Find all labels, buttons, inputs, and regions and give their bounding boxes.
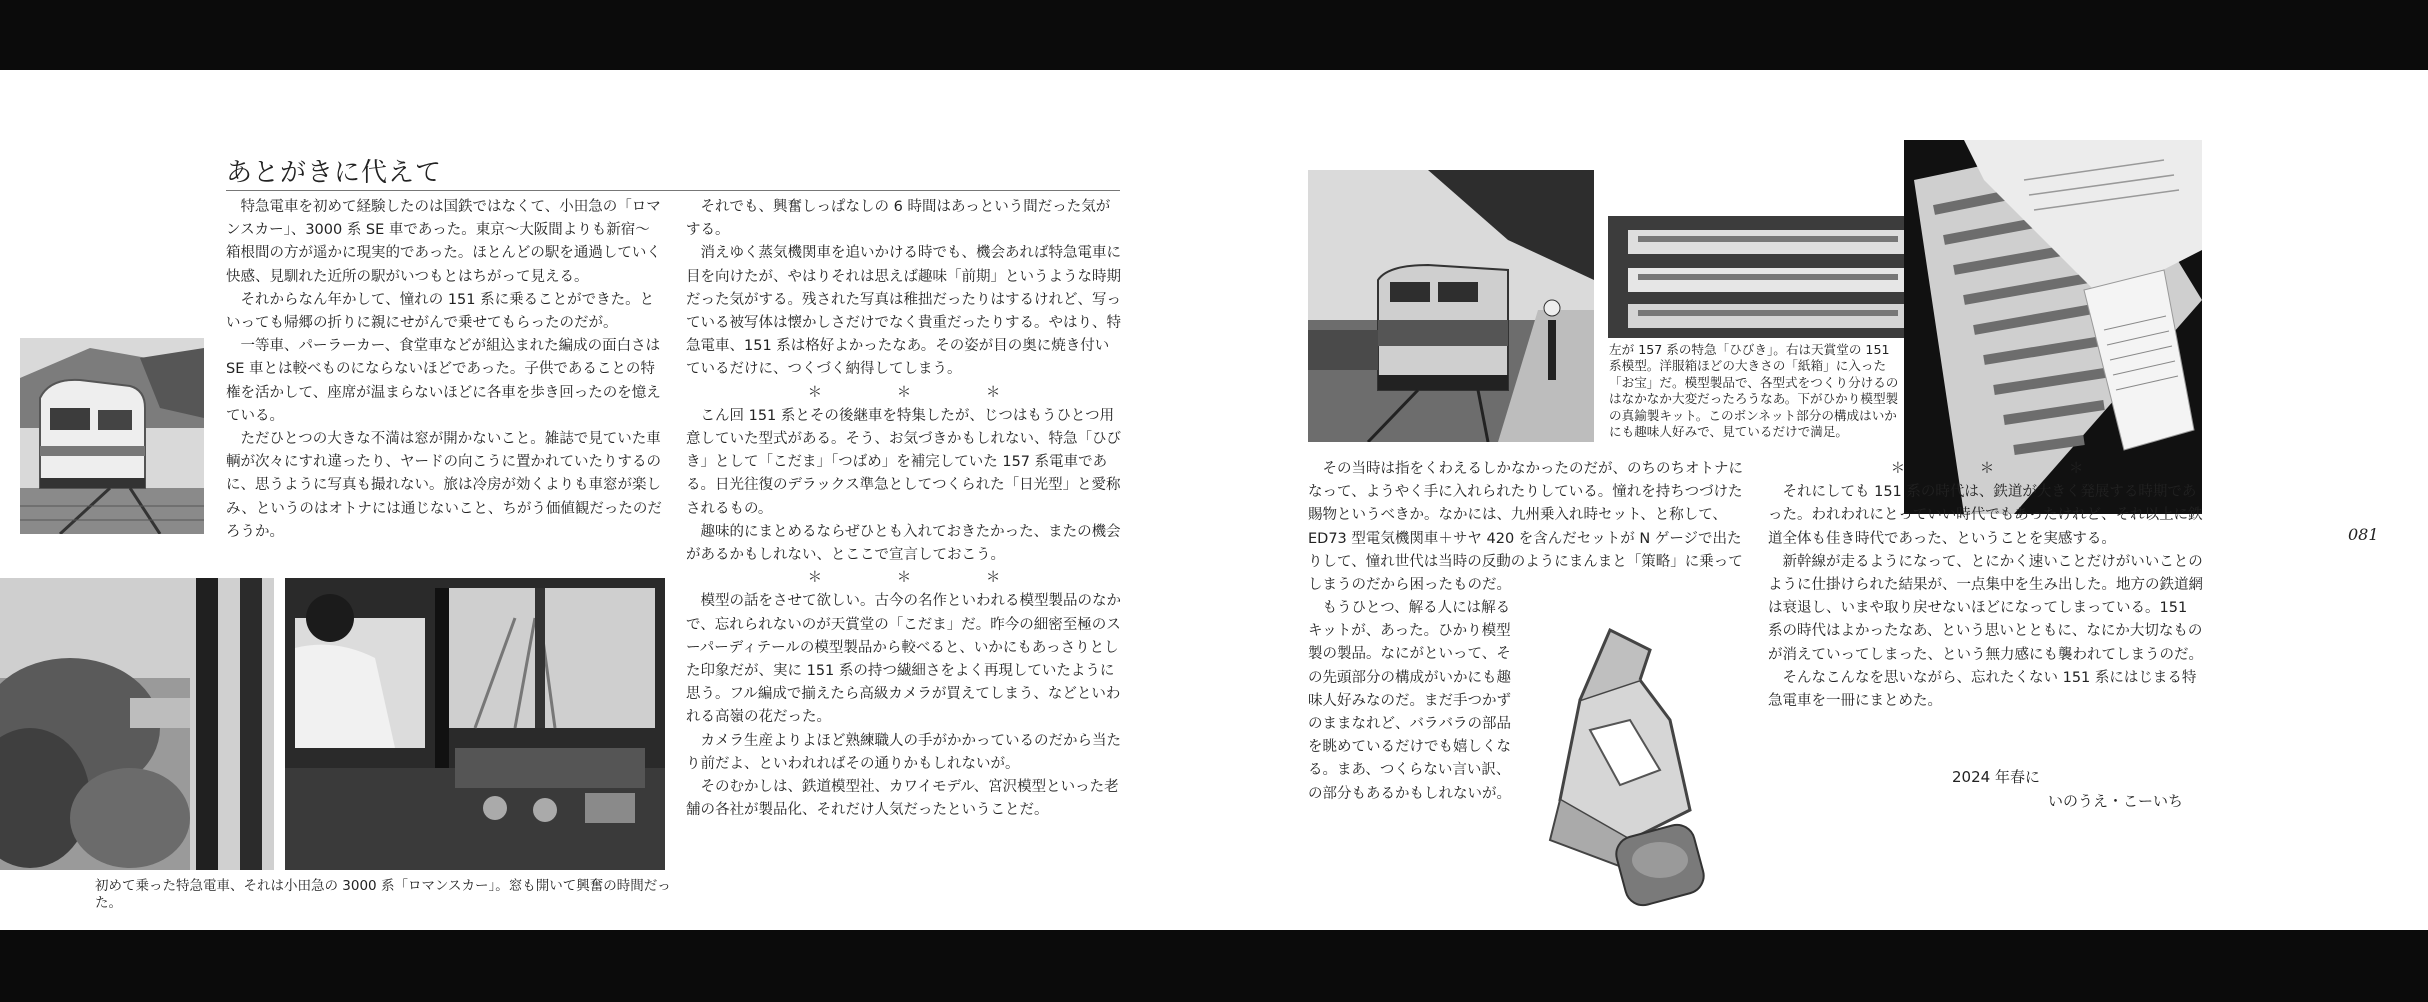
paragraph: その当時は指をくわえるしかなかったのだが、のちのちオトナになって、ようやく手に入れられたりしている。憧れを持ちつづけた賜物というべきか。なかには、九州乗入れ時セット、と称して、ED73 型電気機関車＋サヤ 420 を含んだセットが N ゲージで出たりして、憧れ世代は当時の反動のようにまんまと「策略」に乗ってしまうのだから困ったものだ。 [1308, 461, 1743, 594]
text-column-2 [686, 196, 1122, 822]
left-bottom-caption: 初めて乗った特急電車、それは小田急の 3000 系「ロマンスカー」。窓も開いて興奮の時間だった。 [95, 878, 671, 911]
paragraph: 趣味的にまとめるならぜひとも入れておきたかった、またの機会があるかもしれない、とここで宣言しておこう。 [686, 523, 1121, 564]
paragraph: 模型の話をさせて欲しい。古今の名作といわれる模型製品のなかで、忘れられないのが天賞堂の「こだま」だ。昨今の細密至極のスーパーディテールの模型製品から較べると、いかにもあっさりとした印象だが、実に 151 系の持つ繊細さをよく再現していたように思う。フル編成で揃えたら高級カメラが買えてしまう、などといわれる高嶺の花だった。 [686, 593, 1121, 726]
paragraph: 特急電車を初めて経験したのは国鉄ではなくて、小田急の「ロマンスカー」、3000 系 SE 車であった。東京〜大阪間よりも新宿〜箱根間の方が遥かに現実的であった。ほとんどの駅を通過していく快感、見馴れた近所の駅がいつもとはちがって見える。 [226, 199, 661, 285]
photo-romancecar-station [20, 338, 204, 534]
paragraph: カメラ生産よりよほど熟練職人の手がかかっているのだから当たり前だよ、といわれればその通りかもしれないが。 [686, 732, 1121, 772]
book-spread [0, 70, 2428, 930]
paragraph: それにしても 151 系の時代は、鉄道が大きく発展する時期であった。われわれにとっていい時代でもあったけれど、それ以上に鉄道全体も佳き時代であった、ということを実感する。 [1768, 484, 2203, 547]
paragraph: 一等車、パーラーカー、食堂車などが組込まれた編成の面白さは SE 車とは較べものにならないほどであった。子供であることの特権を活かして、座席が温まらないほどに各車を歩き回ったのを憶えている。 [226, 338, 661, 424]
paragraph: それでも、興奮しっぱなしの 6 時間はあっという間だった気がする。 [686, 199, 1111, 239]
paragraph: そんなこんなを思いながら、忘れたくない 151 系にはじまる特急電車を一冊にまとめた。 [1768, 669, 2197, 710]
photo-hibiki-train [1308, 170, 1594, 442]
bottom-black-band [0, 930, 2428, 1002]
photo-window-view [0, 578, 274, 870]
paragraph: ただひとつの大きな不満は窓が開かないこと。雑誌で見ていた車輌が次々にすれ違ったり、ヤードの向こうに置かれていたりするのに、思うように写真も撮れない。旅は冷房が効くよりも車窓が楽しみ、というのはオトナには通じないこと、ちがう価値観だったのだろうか。 [226, 431, 662, 540]
right-photo-caption: 左が 157 系の特急「ひびき」。右は天賞堂の 151 系模型。洋服箱ほどの大きさの「紙箱」に入った「お宝」だ。模型製品で、各型式をつくり分けるのはなかなか大変だったろうなあ。下がひかり模型製の真鍮製キット。このボンネット部分の構成はいかにも趣味人好みで、見ているだけで満足。 [1609, 342, 1899, 440]
title-rule [226, 190, 1120, 191]
signature-author: いのうえ・こーいち [2048, 792, 2184, 810]
paragraph: 消えゆく蒸気機関車を追いかける時でも、機会あれば特急電車に目を向けたが、やはりそれは思えば趣味「前期」というような時期だった気がする。残された写真は稚拙だったりはするけれど、写っている被写体は懐かしさだけでなく貴重だったりする。やはり、特急電車、151 系は格好よかったなあ。その姿が目の奥に焼き付いているだけに、つくづく納得してしまう。 [686, 245, 1121, 378]
page-title: あとがきに代えて [226, 158, 443, 188]
text-column-3 [1308, 458, 1746, 597]
signature-date: 2024 年春に [1952, 768, 2040, 786]
paragraph: もうひとつ、解る人には解るキットが、あった。ひかり模型製の製品。なにがといって、その先頭部分の構成がいかにも趣味人好みなのだ。まだ手つかずのままなれど、バラバラの部品を眺めているだけでも嬉しくなる。まあ、つくらない言い訳、の部分もあるかもしれないが。 [1308, 600, 1511, 802]
photo-model-cars [1608, 216, 1914, 338]
page-number: 081 [2348, 525, 2379, 544]
text-column-4 [1768, 458, 2206, 713]
section-divider: ＊ ＊ ＊ [807, 570, 1001, 587]
section-divider: ＊ ＊ ＊ [1890, 461, 2084, 477]
top-black-band [0, 0, 2428, 70]
section-divider: ＊ ＊ ＊ [807, 384, 1001, 401]
photo-driver-cab [285, 578, 665, 870]
paragraph: 新幹線が走るようになって、とにかく速いことだけがいいことのように仕掛けられた結果が、一点集中を生み出した。地方の鉄道網は衰退し、いまや取り戻せないほどになってしまっている。151 系の時代はよかったなあ、という思いとともに、なにか大切なものが消えていってしまった、という無力感にも襲われてしまうのだ。 [1768, 553, 2203, 663]
paragraph: そのむかしは、鉄道模型社、カワイモデル、宮沢模型といった老舗の各社が製品化、それだけ人気だったということだ。 [686, 779, 1119, 819]
text-column-1 [226, 196, 662, 544]
romancecar-illustration [20, 338, 204, 534]
paragraph: それからなん年かして、憧れの 151 系に乗ることができた。といっても帰郷の折りに親にせがんで乗せてもらったのだが。 [226, 291, 655, 332]
paragraph: こん回 151 系とその後継車を特集したが、じつはもうひとつ用意していた型式がある。そう、お気づきかもしれない、特急「ひびき」として「こだま」「つばめ」を補完していた 157 系電車である。日光往復のデラックス準急としてつくられた「日光型」と愛称されるもの。 [686, 407, 1121, 517]
text-column-3-narrow [1308, 597, 1518, 806]
photo-brass-nose-kit [1520, 610, 1730, 930]
